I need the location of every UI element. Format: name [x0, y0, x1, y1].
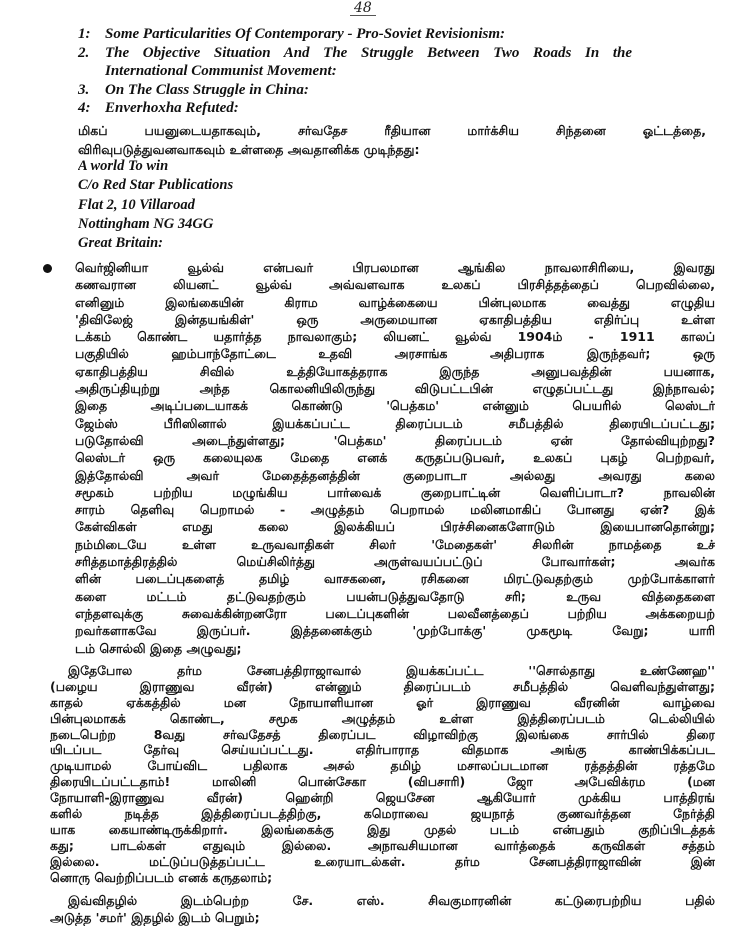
- paragraph-line: நம்மிடையே உள்ள உருவவாதிகள் சிலர் 'மேதைகள்' சிலரின் நாமத்தை உச்: [75, 536, 715, 552]
- bullet-dot: [43, 264, 52, 273]
- topic-item: [78, 99, 638, 118]
- paragraph-line: எனினும் இலங்கையின் கிராம வாழ்க்கையை பின்புலமாக வைத்து எழுதிய: [75, 294, 715, 310]
- paragraph-line: சரித்தமாத்திரத்தில் மெய்சிலிர்த்து அருள்வயப்பட்டுப் போவார்கள்; அவர்க: [75, 554, 715, 570]
- paragraph-line: நடைபெற்ற 8வது சர்வதேசத் திரைப்பட விழாவிற்கு இலங்கை சார்பில் திரை: [50, 726, 715, 742]
- paragraph-line: கேள்விகள் எமது கலை இலக்கியப் பிரச்சினைகளோடும் இயைபானதொன்று;: [75, 519, 715, 535]
- paragraph-1: [75, 259, 715, 657]
- paragraph-line: காதல் ஏக்கத்தில் மன நோயாளியான ஓர் இராணுவ வீரனின் வாழ்வை: [50, 694, 715, 710]
- paragraph-line: இதை அடிப்படையாகக் கொண்டு 'பெத்கம' என்னும் பெயரில் லெஸ்டர்: [75, 398, 715, 414]
- topic-item-continuation: [78, 62, 638, 81]
- publisher-address: [78, 157, 478, 253]
- paragraph-line: திரையிடப்பட்டதாம்! மாலினி பொன்சேகா (விபசாரி) ஜோ அபேவிக்ரம (மன: [50, 774, 715, 790]
- paragraph-line: (பழைய இராணுவ வீரன்) என்னும் திரைப்படம் சமீபத்தில் வெளிவந்துள்ளது;: [50, 678, 715, 694]
- paragraph-line: வெர்ஜினியா வூல்வ் என்பவர் பிரபலமான ஆங்கில நாவலாசிரியை, இவரது: [75, 260, 715, 275]
- paragraph-line: அடுத்த 'சமர்' இதழில் இடம் பெறும்;: [50, 909, 260, 925]
- paragraph-line: சமூகம் பற்றிய மழுங்கிய பார்வைக் குறைபாட்டின் வெளிப்பாடா? நாவலின்: [75, 484, 715, 500]
- paragraph-line: சாரம் தெளிவு பெறாமல் - அழுத்தம் பெறாமல் மலினமாகிப் போனது ஏன்? இக்: [75, 502, 715, 518]
- address-line: Great Britain:: [78, 235, 163, 252]
- paragraph-line: லெஸ்டர் ஒரு கலையுலக மேதை எனக் கருதப்படுபவர், உலகப் புகழ் பெற்றவர்,: [75, 450, 715, 466]
- paragraph-line: இவ்விதழில் இடம்பெற்ற சே. எஸ். சிவகுமாரனின் கட்டுரைபற்றிய பதில்: [68, 893, 715, 908]
- paragraph-line: றவர்களாகவே இருப்பர். இத்தனைக்கும் 'முற்போக்கு' முகமூடி வேறு; யாரி: [75, 623, 715, 639]
- topic-item: [78, 44, 638, 63]
- address-line: Flat 2, 10 Villaroad: [78, 196, 195, 213]
- paragraph-line: களில் நடித்த இத்திரைப்படத்திற்கு, கமெராவை ஜயநாத் குணவர்த்தன நேர்த்தி: [50, 806, 715, 822]
- topic-number: 2.: [78, 44, 90, 61]
- topic-number: 4:: [78, 100, 91, 117]
- paragraph-line: கணவரான லியனட் வூல்வ் அவ்வளவாக உலகப் பிரசித்தத்தைப் பெறவில்லை,: [75, 277, 715, 293]
- paragraph-3: [50, 893, 715, 926]
- paragraph-line: எந்தளவுக்கு சுவைக்கின்றனரோ படைப்புகளின் பலவீனத்தைப் பற்றிய அக்கறையற்: [75, 605, 715, 621]
- intro-note-line: விரிவுபடுத்துவனவாகவும் உள்ளதை அவதானிக்க முடிந்தது:: [78, 142, 420, 157]
- paragraph-line: டக்கம் கொண்ட யதார்த்த நாவலாகும்; லியனட் வூல்வ் 1904ம் - 1911 காலப்: [75, 329, 715, 345]
- handwritten-page-mark: 48: [350, 1, 376, 16]
- topics-list: [78, 25, 638, 118]
- address-line: C/o Red Star Publications: [78, 177, 234, 194]
- paragraph-line: னொரு வெற்றிப்படம் எனக் கருதலாம்;: [50, 869, 273, 885]
- intro-note: [78, 121, 706, 159]
- paragraph-line: டம் சொல்லி இதை அழுவது;: [75, 640, 242, 656]
- paragraph-line: யாக கையாண்டிருக்கிறார். இலங்கைக்கு இது முதல் படம் என்பதும் குறிப்பிடத்தக்: [50, 821, 715, 837]
- paragraph-line: பின்புலமாகக் கொண்ட, சமூக அழுத்தம் உள்ள இத்திரைப்படம் டெல்லியில்: [50, 710, 715, 726]
- topic-number: 3.: [78, 81, 90, 98]
- paragraph-line: ஏகாதிபத்திய சிவில் உத்தியோகத்தராக இருந்த அனுபவத்தின் பயனாக,: [75, 363, 715, 379]
- paragraph-line: நோயாளி-இராணுவ வீரன்) ஹென்றி ஜெயசேன ஆகியோர் முக்கிய பாத்திரங்: [50, 790, 715, 806]
- paragraph-line: 'திவிலேஜ் இன்தயங்கிள்' ஒரு அருமையான ஏகாதிபத்திய எதிர்ப்பு உள்ள: [75, 311, 715, 327]
- paragraph-2: [50, 663, 715, 885]
- paragraph-line: கது; பாடல்கள் எதுவும் இல்லை. அநாவசியமான வார்த்தைக் கருவிகள் சத்தம்: [50, 837, 715, 853]
- paragraph-line: இதேபோல தர்ம சேனபத்திராஜாவால் இயக்கப்பட்ட ''சொல்தாது உண்ணேஹ'': [68, 663, 715, 678]
- paragraph-line: யிடப்பட தேர்வு செய்யப்பட்டது. எதிர்பாராத விதமாக அங்கு காண்பிக்கப்பட: [50, 742, 715, 758]
- paragraph-line: ஜேம்ஸ் பீரிஸினால் இயக்கப்பட்ட திரைப்படம் சமீபத்தில் திரையிடப்பட்டது;: [75, 415, 715, 431]
- paragraph-line: அதிருப்தியுற்று அந்த கொலனியிலிருந்து விடுபட்டபின் எழுதப்பட்டது இந்நாவல்;: [75, 381, 715, 397]
- topic-title: On The Class Struggle in China:: [105, 81, 309, 98]
- topic-item: [78, 25, 638, 44]
- address-line: Nottingham NG 34GG: [78, 215, 214, 232]
- address-line: A world To win: [78, 158, 169, 174]
- paragraph-line: இல்லை. மட்டுப்படுத்தப்பட்ட உரையாடல்கள். தர்ம சேனபத்திராஜாவின் இன்: [50, 853, 715, 869]
- topic-title-continuation: International Communist Movement:: [105, 63, 337, 80]
- topic-title: Enverhoxha Refuted:: [105, 100, 239, 117]
- paragraph-line: முடியாமல் போய்விட பதிலாக அசல் தமிழ் மசாலப்படமான ரத்தத்தின் ரத்தமே: [50, 758, 715, 774]
- topic-title: The Objective Situation And The Struggle Between Two Roads In the: [105, 44, 632, 61]
- topic-item: [78, 81, 638, 100]
- intro-note-line: மிகப் பயனுடையதாகவும், சர்வதேச ரீதியான மார்க்சிய சிந்தனை ஓட்டத்தை,: [78, 123, 706, 138]
- paragraph-line: களை மட்டம் தட்டுவதற்கும் பயன்படுத்துவதோடு சரி; உருவ வித்தைகளை: [75, 588, 715, 604]
- topic-number: 1:: [78, 26, 91, 42]
- paragraph-line: இத்தோல்வி அவர் மேதைத்தனத்தின் குறைபாடா அல்லது அவரது கலை: [75, 467, 715, 483]
- paragraph-line: பகுதியில் ஹம்பாந்தோட்டை உதவி அரசாங்க அதிபராக இருந்தவர்; ஒரு: [75, 346, 715, 362]
- paragraph-line: படுதோல்வி அடைந்துள்ளது; 'பெத்கம' திரைப்படம் ஏன் தோல்வியுற்றது?: [75, 432, 715, 448]
- topic-title: Some Particularities Of Contemporary - Pro-Soviet Revisionism:: [105, 26, 505, 42]
- paragraph-line: ளின் படைப்புகளைத் தமிழ் வாசகனை, ரசிகனை மிரட்டுவதற்கும் முற்போக்காளர்: [75, 571, 715, 587]
